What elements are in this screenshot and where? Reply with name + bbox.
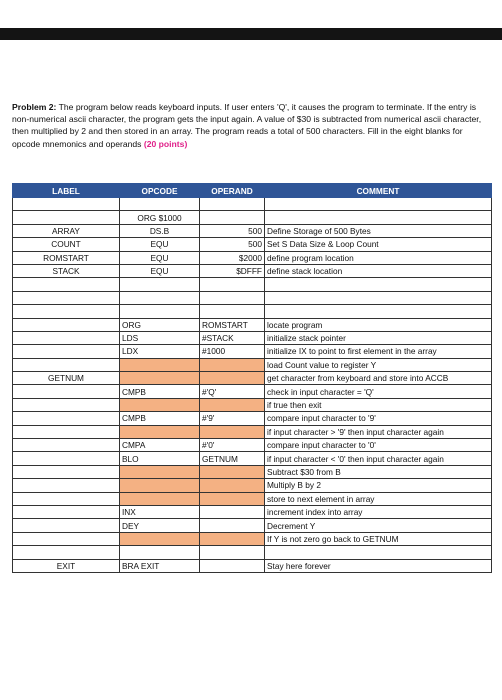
header-operand: OPERAND [200,184,265,198]
label-cell [13,479,120,492]
header-label: LABEL [13,184,120,198]
operand-blank-cell[interactable] [200,465,265,478]
operand-cell [200,198,265,211]
label-cell [13,465,120,478]
comment-cell: If Y is not zero go back to GETNUM [265,532,492,545]
opcode-blank-cell[interactable] [120,358,200,371]
opcode-cell: EQU [120,264,200,277]
label-cell: ARRAY [13,224,120,237]
comment-cell [265,211,492,224]
label-cell: COUNT [13,238,120,251]
table-row [13,398,492,411]
assembly-table [12,183,492,573]
label-cell [13,505,120,518]
operand-blank-cell[interactable] [200,398,265,411]
opcode-blank-cell[interactable] [120,532,200,545]
table-row [13,519,492,532]
table-row [13,331,492,344]
table-row [13,345,492,358]
table-body [13,198,492,573]
table-row [13,291,492,304]
opcode-cell: DEY [120,519,200,532]
comment-cell: load Count value to register Y [265,358,492,371]
label-cell [13,385,120,398]
table-row [13,198,492,211]
table-row [13,425,492,438]
comment-cell: Decrement Y [265,519,492,532]
table-row [13,318,492,331]
operand-blank-cell[interactable] [200,479,265,492]
opcode-cell: LDS [120,331,200,344]
comment-cell: compare input character to '0' [265,439,492,452]
label-cell [13,425,120,438]
comment-cell: locate program [265,318,492,331]
problem-text: The program below reads keyboard inputs. If user enters 'Q', it causes the program to terminate. If the entry is non-numerical ascii character, the program gets the input again. A value of $30 is subtracted from numerical ascii character, then multiplied by 2 and then stored in an array. The program reads a total of 500 characters. Fill in the eight blanks for opcode mnemonics and operands [12,102,482,149]
operand-cell: 500 [200,224,265,237]
opcode-cell: INX [120,505,200,518]
label-cell [13,345,120,358]
label-cell [13,412,120,425]
operand-cell: GETNUM [200,452,265,465]
table-row [13,238,492,251]
opcode-blank-cell[interactable] [120,398,200,411]
operand-cell [200,211,265,224]
label-cell [13,532,120,545]
operand-cell [200,305,265,318]
label-cell [13,452,120,465]
table-row [13,439,492,452]
opcode-cell: CMPA [120,439,200,452]
operand-blank-cell[interactable] [200,492,265,505]
comment-cell: get character from keyboard and store into ACCB [265,372,492,385]
label-cell: EXIT [13,559,120,572]
opcode-cell: CMPB [120,385,200,398]
table-row [13,224,492,237]
header-opcode: OPCODE [120,184,200,198]
table-row [13,305,492,318]
operand-blank-cell[interactable] [200,425,265,438]
opcode-cell: BLO [120,452,200,465]
points-label: (20 points) [143,138,188,149]
label-cell [13,492,120,505]
opcode-cell [120,278,200,291]
operand-cell: #STACK [200,331,265,344]
table-row [13,251,492,264]
opcode-cell [120,198,200,211]
opcode-blank-cell[interactable] [120,465,200,478]
label-cell [13,198,120,211]
opcode-blank-cell[interactable] [120,425,200,438]
label-cell [13,291,120,304]
opcode-cell [120,546,200,559]
table-row [13,546,492,559]
table-row [13,532,492,545]
operand-cell [200,546,265,559]
table-row [13,264,492,277]
operand-cell [200,559,265,572]
comment-cell: define program location [265,251,492,264]
operand-cell [200,291,265,304]
label-cell [13,331,120,344]
table-row [13,465,492,478]
comment-cell: if true then exit [265,398,492,411]
operand-cell: #1000 [200,345,265,358]
comment-cell: check in input character = 'Q' [265,385,492,398]
opcode-blank-cell[interactable] [120,479,200,492]
label-cell: ROMSTART [13,251,120,264]
comment-cell: increment index into array [265,505,492,518]
table-row [13,412,492,425]
label-cell [13,439,120,452]
comment-cell: store to next element in array [265,492,492,505]
opcode-blank-cell[interactable] [120,492,200,505]
comment-cell: Set S Data Size & Loop Count [265,238,492,251]
opcode-cell [120,305,200,318]
label-cell: GETNUM [13,372,120,385]
comment-cell [265,278,492,291]
operand-cell: 500 [200,238,265,251]
operand-cell: #'9' [200,412,265,425]
comment-cell: Multiply B by 2 [265,479,492,492]
opcode-cell [120,291,200,304]
label-cell [13,546,120,559]
label-cell [13,358,120,371]
table-row [13,358,492,371]
comment-cell: Define Storage of 500 Bytes [265,224,492,237]
opcode-cell: CMPB [120,412,200,425]
operand-blank-cell[interactable] [200,532,265,545]
operand-cell [200,505,265,518]
operand-cell: $2000 [200,251,265,264]
operand-blank-cell[interactable] [200,372,265,385]
table-row [13,559,492,572]
table-row [13,211,492,224]
comment-cell [265,546,492,559]
comment-cell: define stack location [265,264,492,277]
opcode-cell: BRA EXIT [120,559,200,572]
table-row [13,372,492,385]
header-comment: COMMENT [265,184,492,198]
label-cell [13,318,120,331]
comment-cell [265,305,492,318]
operand-cell: #'0' [200,439,265,452]
operand-cell [200,278,265,291]
operand-blank-cell[interactable] [200,358,265,371]
operand-cell: #'Q' [200,385,265,398]
operand-cell [200,519,265,532]
opcode-cell: ORG [120,318,200,331]
comment-cell: compare input character to '9' [265,412,492,425]
opcode-blank-cell[interactable] [120,372,200,385]
comment-cell: Subtract $30 from B [265,465,492,478]
opcode-cell: EQU [120,238,200,251]
label-cell [13,519,120,532]
opcode-cell: LDX [120,345,200,358]
comment-cell: if input character > '9' then input character again [265,425,492,438]
label-cell: STACK [13,264,120,277]
comment-cell: if input character < '0' then input character again [265,452,492,465]
comment-cell [265,291,492,304]
opcode-cell: EQU [120,251,200,264]
table-row [13,385,492,398]
comment-cell [265,198,492,211]
opcode-cell: ORG $1000 [120,211,200,224]
operand-cell: ROMSTART [200,318,265,331]
operand-cell: $DFFF [200,264,265,277]
comment-cell: initialize IX to point to first element in the array [265,345,492,358]
problem-statement [12,101,490,150]
top-black-bar [0,28,502,40]
label-cell [13,305,120,318]
problem-lead: Problem 2: [12,102,57,112]
label-cell [13,211,120,224]
label-cell [13,398,120,411]
table-row [13,452,492,465]
label-cell [13,278,120,291]
table-row [13,492,492,505]
table-row [13,278,492,291]
comment-cell: Stay here forever [265,559,492,572]
table-header-row [13,184,492,198]
table-row [13,505,492,518]
opcode-cell: DS.B [120,224,200,237]
comment-cell: initialize stack pointer [265,331,492,344]
table-row [13,479,492,492]
